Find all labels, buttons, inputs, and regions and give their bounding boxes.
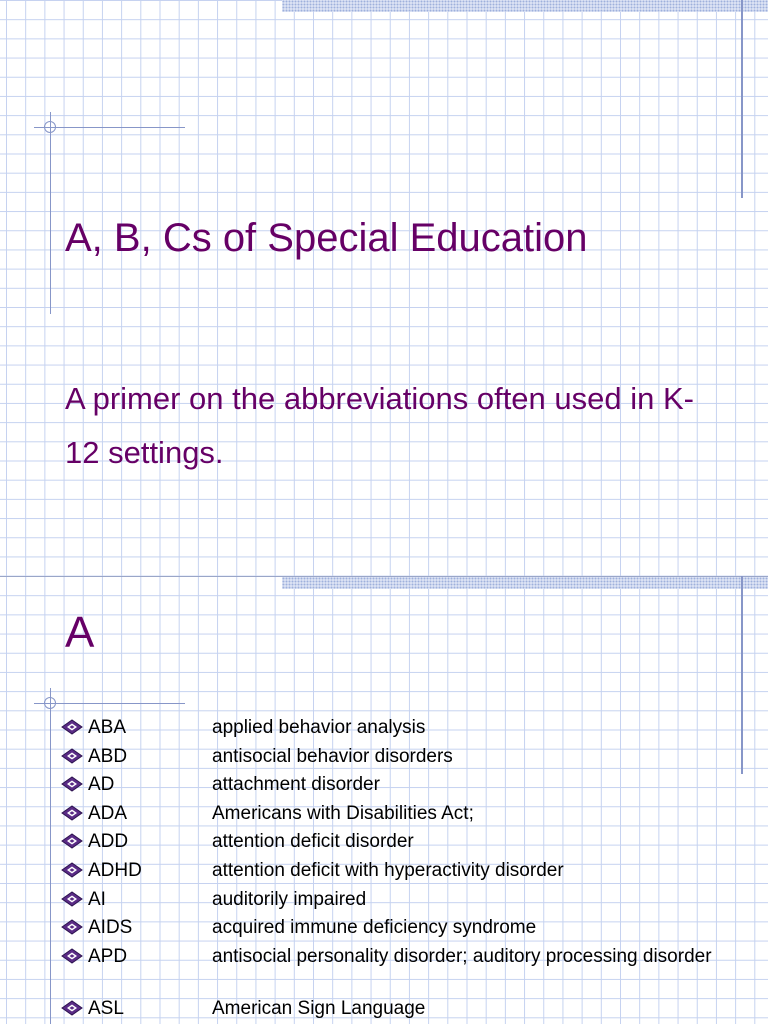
abbreviation-code: ADA bbox=[88, 802, 128, 824]
abbreviation-definition: auditorily impaired bbox=[212, 888, 367, 910]
list-item bbox=[58, 745, 758, 774]
abbreviation-definition: antisocial behavior disorders bbox=[212, 745, 453, 767]
diamond-bullet-icon bbox=[60, 862, 84, 878]
abbreviation-definition: attachment disorder bbox=[212, 774, 380, 796]
slide-title: A, B, Cs of Special Education bbox=[65, 216, 588, 260]
abbreviation-code: ABD bbox=[88, 745, 128, 767]
abbreviation-definition: antisocial personality disorder; auditory processing disorder bbox=[212, 945, 712, 967]
list-item bbox=[58, 773, 758, 802]
abbreviation-code: ADHD bbox=[88, 859, 142, 881]
abbreviation-list bbox=[58, 716, 758, 1024]
abbreviation-code: AIDS bbox=[88, 917, 133, 939]
diamond-bullet-icon bbox=[60, 805, 84, 821]
abbreviation-code: ADD bbox=[88, 831, 129, 853]
abbreviation-code: ASL bbox=[88, 997, 124, 1019]
decorative-corner-circle bbox=[44, 121, 56, 133]
abbreviation-code: APD bbox=[88, 945, 128, 967]
diamond-bullet-icon bbox=[60, 891, 84, 907]
list-item bbox=[58, 830, 758, 859]
abbreviation-definition: acquired immune deficiency syndrome bbox=[212, 917, 537, 939]
abbreviation-definition: Americans with Disabilities Act; bbox=[212, 802, 474, 824]
diamond-bullet-icon bbox=[60, 748, 84, 764]
list-item bbox=[58, 916, 758, 945]
abbreviation-code: ABA bbox=[88, 717, 127, 738]
diamond-bullet-icon bbox=[60, 833, 84, 849]
abbreviation-definition: attention deficit disorder bbox=[212, 831, 414, 853]
diamond-bullet-icon bbox=[60, 719, 84, 735]
decorative-top-band bbox=[282, 577, 768, 589]
slide-subtitle: A primer on the abbreviations often used in K-12 settings. bbox=[65, 381, 694, 470]
decorative-top-band bbox=[282, 0, 768, 12]
decorative-corner-line bbox=[34, 703, 185, 704]
decorative-corner-circle bbox=[44, 697, 56, 709]
list-item bbox=[58, 997, 758, 1024]
decorative-right-rule bbox=[741, 0, 743, 198]
list-item bbox=[58, 859, 758, 888]
abbreviation-code: AD bbox=[88, 774, 115, 796]
list-item bbox=[58, 888, 758, 917]
list-item bbox=[58, 802, 758, 831]
decorative-corner-line-vertical bbox=[50, 112, 51, 314]
abbreviation-definition: applied behavior analysis bbox=[212, 717, 426, 738]
decorative-corner-line bbox=[34, 127, 185, 128]
diamond-bullet-icon bbox=[60, 776, 84, 792]
decorative-corner-line-vertical bbox=[50, 688, 51, 1024]
diamond-bullet-icon bbox=[60, 948, 84, 964]
list-item bbox=[58, 945, 758, 997]
abbreviation-definition: attention deficit with hyperactivity disorder bbox=[212, 859, 564, 881]
diamond-bullet-icon bbox=[60, 1000, 84, 1016]
abbreviation-code: AI bbox=[88, 888, 106, 910]
list-item bbox=[58, 716, 758, 745]
abbreviations-slide-a bbox=[0, 576, 768, 1024]
abbreviation-definition: American Sign Language bbox=[212, 997, 426, 1019]
section-heading: A bbox=[65, 608, 95, 657]
diamond-bullet-icon bbox=[60, 919, 84, 935]
